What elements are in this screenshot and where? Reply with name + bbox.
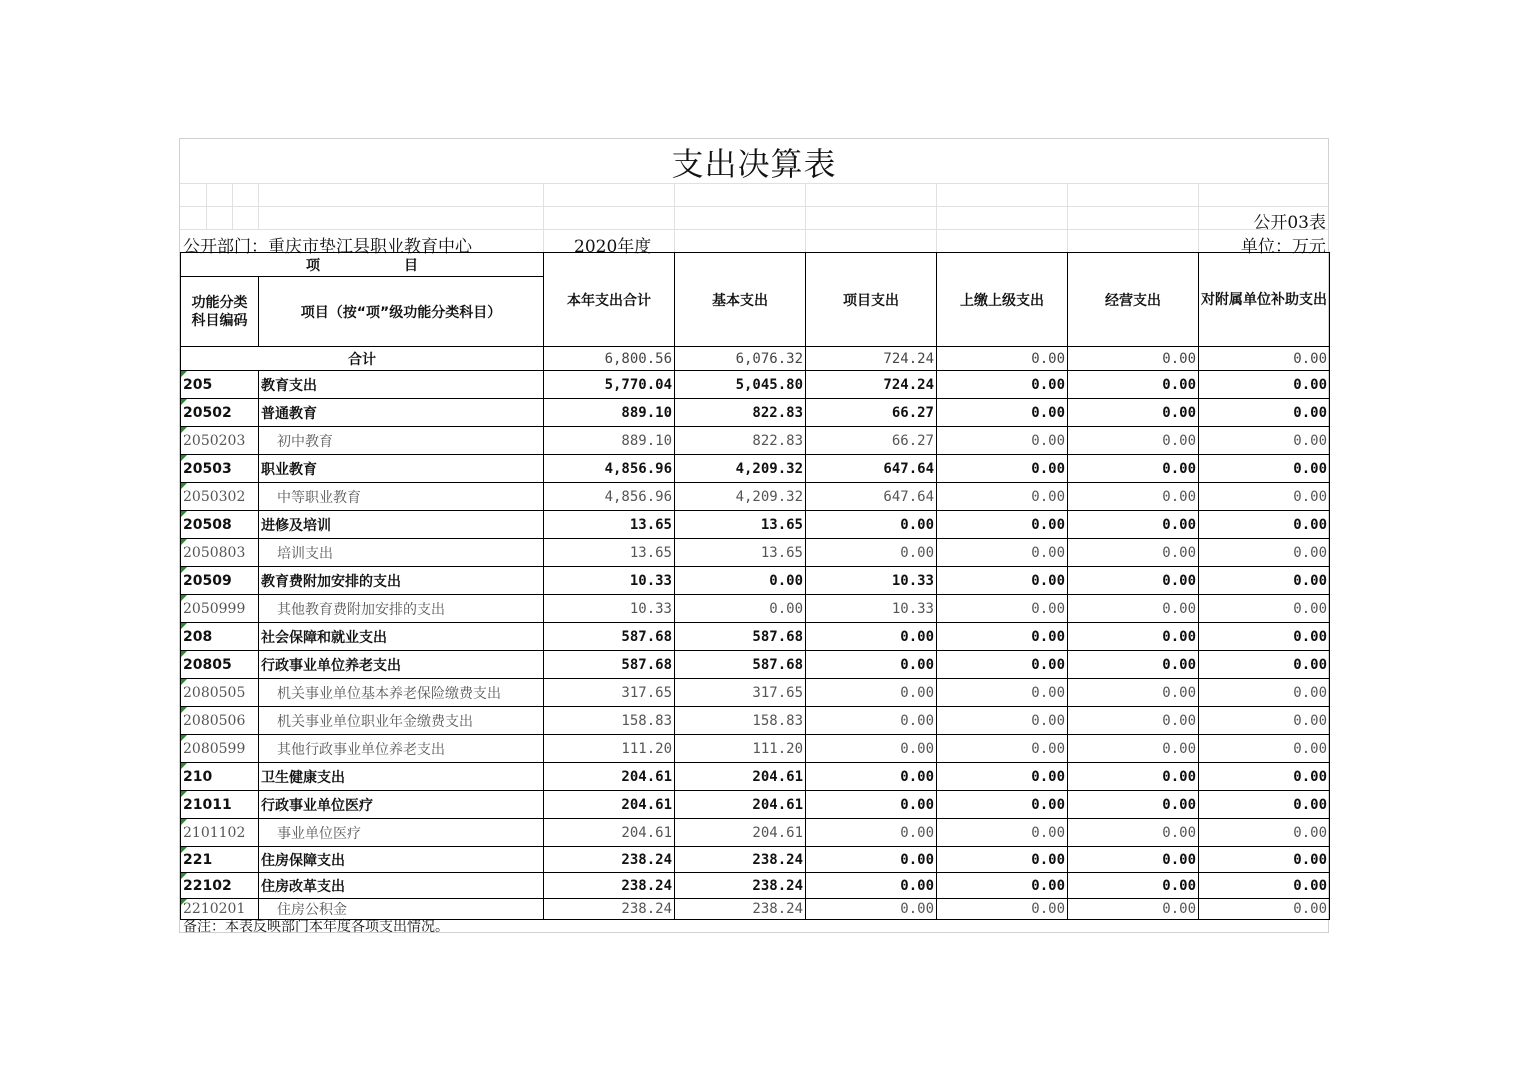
row-value-project: 0.00 [806, 539, 937, 567]
row-value-business: 0.00 [1068, 735, 1199, 763]
row-value-business: 0.00 [1068, 791, 1199, 819]
cell-marker-icon [181, 427, 187, 433]
row-value-project: 0.00 [806, 651, 937, 679]
table-body [181, 347, 1330, 920]
row-value-project: 0.00 [806, 735, 937, 763]
table-row [181, 399, 1330, 427]
row-value-basic: 0.00 [675, 595, 806, 623]
row-value-subsidy: 0.00 [1199, 399, 1330, 427]
row-value-project: 0.00 [806, 623, 937, 651]
gridline [206, 183, 207, 229]
row-value-project: 10.33 [806, 567, 937, 595]
department-label: 公开部门：重庆市垫江县职业教育中心 [183, 237, 472, 257]
row-value-total: 238.24 [544, 873, 675, 899]
row-code-text: 2050302 [183, 488, 246, 505]
row-code-text: 208 [183, 628, 213, 645]
row-value-subsidy: 0.00 [1199, 847, 1330, 873]
row-value-basic: 13.65 [675, 511, 806, 539]
cell-marker-icon [181, 483, 187, 489]
row-name: 社会保障和就业支出 [259, 623, 544, 651]
row-value-project: 10.33 [806, 595, 937, 623]
row-code-text: 2050203 [183, 432, 246, 449]
cell-marker-icon [181, 847, 187, 853]
table-row [181, 763, 1330, 791]
row-value-project: 0.00 [806, 511, 937, 539]
row-name: 教育支出 [259, 371, 544, 399]
row-code [181, 539, 259, 567]
row-value-upper: 0.00 [937, 679, 1068, 707]
row-value-business: 0.00 [1068, 623, 1199, 651]
row-value-basic: 587.68 [675, 651, 806, 679]
header-project: 项目支出 [806, 253, 937, 347]
row-code-text: 2210201 [183, 901, 246, 917]
row-name: 行政事业单位养老支出 [259, 651, 544, 679]
cell-marker-icon [181, 623, 187, 629]
total-cell: 0.00 [1199, 347, 1330, 371]
row-value-subsidy: 0.00 [1199, 679, 1330, 707]
cell-marker-icon [181, 567, 187, 573]
row-code [181, 819, 259, 847]
row-value-subsidy: 0.00 [1199, 595, 1330, 623]
cell-marker-icon [181, 455, 187, 461]
row-value-project: 647.64 [806, 455, 937, 483]
cell-marker-icon [181, 651, 187, 657]
cell-marker-icon [181, 595, 187, 601]
row-value-subsidy: 0.00 [1199, 371, 1330, 399]
form-number: 公开03表 [1253, 213, 1326, 233]
row-code-text: 21011 [183, 796, 232, 813]
header-total: 本年支出合计 [544, 253, 675, 347]
row-value-upper: 0.00 [937, 483, 1068, 511]
row-value-total: 4,856.96 [544, 455, 675, 483]
cell-marker-icon [181, 873, 187, 879]
table-row [181, 791, 1330, 819]
table-row [181, 847, 1330, 873]
header-subsidy: 对附属单位补助支出 [1199, 253, 1330, 347]
row-value-upper: 0.00 [937, 819, 1068, 847]
gridline [180, 206, 1328, 207]
row-value-project: 0.00 [806, 707, 937, 735]
header-basic: 基本支出 [675, 253, 806, 347]
row-value-basic: 317.65 [675, 679, 806, 707]
table-row [181, 651, 1330, 679]
total-cell: 6,800.56 [544, 347, 675, 371]
row-value-subsidy: 0.00 [1199, 483, 1330, 511]
row-name: 初中教育 [259, 427, 544, 455]
table-row [181, 873, 1330, 899]
row-value-business: 0.00 [1068, 679, 1199, 707]
row-name: 住房保障支出 [259, 847, 544, 873]
row-code [181, 427, 259, 455]
row-value-basic: 0.00 [675, 567, 806, 595]
row-value-project: 0.00 [806, 873, 937, 899]
row-name: 普通教育 [259, 399, 544, 427]
expenditure-table [180, 252, 1330, 920]
row-code-text: 210 [183, 768, 213, 785]
row-value-subsidy: 0.00 [1199, 539, 1330, 567]
row-value-total: 111.20 [544, 735, 675, 763]
row-value-business: 0.00 [1068, 455, 1199, 483]
row-value-business: 0.00 [1068, 567, 1199, 595]
row-code [181, 651, 259, 679]
table-row [181, 595, 1330, 623]
row-value-upper: 0.00 [937, 427, 1068, 455]
row-code-text: 20508 [183, 516, 232, 533]
total-cell: 0.00 [1068, 347, 1199, 371]
row-name: 住房公积金 [259, 899, 544, 920]
row-value-upper: 0.00 [937, 651, 1068, 679]
row-value-business: 0.00 [1068, 763, 1199, 791]
row-value-upper: 0.00 [937, 873, 1068, 899]
row-value-business: 0.00 [1068, 707, 1199, 735]
row-value-project: 0.00 [806, 899, 937, 920]
row-value-upper: 0.00 [937, 623, 1068, 651]
row-value-subsidy: 0.00 [1199, 763, 1330, 791]
row-code [181, 791, 259, 819]
row-value-project: 0.00 [806, 819, 937, 847]
row-value-subsidy: 0.00 [1199, 623, 1330, 651]
row-value-business: 0.00 [1068, 847, 1199, 873]
row-value-upper: 0.00 [937, 539, 1068, 567]
total-cell: 0.00 [937, 347, 1068, 371]
sheet-title: 支出决算表 [671, 145, 837, 183]
row-code [181, 399, 259, 427]
cell-marker-icon [181, 819, 187, 825]
fiscal-year: 2020年度 [574, 237, 652, 257]
row-value-project: 0.00 [806, 791, 937, 819]
row-code [181, 763, 259, 791]
row-name: 事业单位医疗 [259, 819, 544, 847]
row-code-text: 2080505 [183, 684, 246, 701]
cell-marker-icon [181, 791, 187, 797]
row-value-total: 4,856.96 [544, 483, 675, 511]
row-value-business: 0.00 [1068, 651, 1199, 679]
row-value-subsidy: 0.00 [1199, 511, 1330, 539]
row-code [181, 735, 259, 763]
table-row [181, 623, 1330, 651]
row-value-upper: 0.00 [937, 847, 1068, 873]
row-code [181, 567, 259, 595]
row-value-basic: 13.65 [675, 539, 806, 567]
row-value-business: 0.00 [1068, 539, 1199, 567]
cell-marker-icon [181, 707, 187, 713]
row-value-business: 0.00 [1068, 399, 1199, 427]
row-name: 中等职业教育 [259, 483, 544, 511]
total-label: 合计 [181, 347, 544, 371]
table-row [181, 427, 1330, 455]
cell-marker-icon [181, 399, 187, 405]
gridline [1198, 183, 1199, 252]
row-code-text: 20503 [183, 460, 232, 477]
row-value-total: 587.68 [544, 651, 675, 679]
row-code [181, 511, 259, 539]
row-value-total: 5,770.04 [544, 371, 675, 399]
row-value-total: 317.65 [544, 679, 675, 707]
row-code-text: 2050803 [183, 544, 246, 561]
gridline [1067, 183, 1068, 252]
row-value-total: 238.24 [544, 899, 675, 920]
row-name: 机关事业单位职业年金缴费支出 [259, 707, 544, 735]
header-name: 项目（按“项”级功能分类科目） [259, 277, 544, 347]
row-value-total: 10.33 [544, 595, 675, 623]
row-code [181, 483, 259, 511]
row-name: 住房改革支出 [259, 873, 544, 899]
table-row [181, 707, 1330, 735]
table-row [181, 539, 1330, 567]
cell-marker-icon [181, 899, 187, 905]
row-value-upper: 0.00 [937, 899, 1068, 920]
row-name: 机关事业单位基本养老保险缴费支出 [259, 679, 544, 707]
row-value-total: 13.65 [544, 539, 675, 567]
row-code [181, 679, 259, 707]
row-value-basic: 822.83 [675, 399, 806, 427]
row-value-total: 10.33 [544, 567, 675, 595]
row-name: 培训支出 [259, 539, 544, 567]
row-code-text: 205 [183, 376, 213, 393]
header-business: 经营支出 [1068, 253, 1199, 347]
row-value-total: 889.10 [544, 399, 675, 427]
row-value-upper: 0.00 [937, 763, 1068, 791]
total-row [181, 347, 1330, 371]
row-value-upper: 0.00 [937, 511, 1068, 539]
row-value-business: 0.00 [1068, 595, 1199, 623]
row-code-text: 221 [183, 851, 213, 868]
row-code-text: 2101102 [183, 824, 246, 841]
gridline [180, 229, 1328, 230]
row-name: 进修及培训 [259, 511, 544, 539]
row-value-basic: 587.68 [675, 623, 806, 651]
row-value-subsidy: 0.00 [1199, 791, 1330, 819]
row-value-business: 0.00 [1068, 873, 1199, 899]
row-name: 职业教育 [259, 455, 544, 483]
row-value-project: 66.27 [806, 427, 937, 455]
row-value-upper: 0.00 [937, 399, 1068, 427]
table-row [181, 819, 1330, 847]
row-value-basic: 204.61 [675, 763, 806, 791]
row-code [181, 371, 259, 399]
row-value-total: 158.83 [544, 707, 675, 735]
row-value-subsidy: 0.00 [1199, 899, 1330, 920]
row-value-basic: 4,209.32 [675, 455, 806, 483]
row-value-business: 0.00 [1068, 819, 1199, 847]
row-value-business: 0.00 [1068, 511, 1199, 539]
table-row [181, 371, 1330, 399]
row-code-text: 22102 [183, 877, 232, 894]
row-value-business: 0.00 [1068, 371, 1199, 399]
table-row [181, 455, 1330, 483]
row-value-subsidy: 0.00 [1199, 651, 1330, 679]
row-value-subsidy: 0.00 [1199, 707, 1330, 735]
table-row [181, 679, 1330, 707]
row-code-text: 20509 [183, 572, 232, 589]
row-name: 行政事业单位医疗 [259, 791, 544, 819]
gridline [258, 183, 259, 229]
row-value-basic: 4,209.32 [675, 483, 806, 511]
cell-marker-icon [181, 735, 187, 741]
row-name: 其他教育费附加安排的支出 [259, 595, 544, 623]
row-value-total: 204.61 [544, 791, 675, 819]
row-value-business: 0.00 [1068, 427, 1199, 455]
cell-marker-icon [181, 371, 187, 377]
cell-marker-icon [181, 763, 187, 769]
row-value-basic: 238.24 [675, 873, 806, 899]
total-cell: 6,076.32 [675, 347, 806, 371]
row-value-basic: 822.83 [675, 427, 806, 455]
row-code-text: 20502 [183, 404, 232, 421]
row-code [181, 847, 259, 873]
row-value-total: 889.10 [544, 427, 675, 455]
unit-label: 单位：万元 [1241, 237, 1326, 257]
row-value-basic: 238.24 [675, 847, 806, 873]
header-code: 功能分类科目编码 [181, 277, 259, 347]
footnote: 备注：本表反映部门本年度各项支出情况。 [183, 919, 449, 935]
row-value-project: 66.27 [806, 399, 937, 427]
gridline [674, 183, 675, 252]
row-value-upper: 0.00 [937, 595, 1068, 623]
row-name: 卫生健康支出 [259, 763, 544, 791]
row-value-subsidy: 0.00 [1199, 427, 1330, 455]
row-value-project: 0.00 [806, 847, 937, 873]
total-cell: 724.24 [806, 347, 937, 371]
row-code-text: 2080506 [183, 712, 246, 729]
row-value-upper: 0.00 [937, 567, 1068, 595]
row-code [181, 873, 259, 899]
row-value-basic: 5,045.80 [675, 371, 806, 399]
gridline [232, 183, 233, 229]
row-value-upper: 0.00 [937, 371, 1068, 399]
row-value-total: 13.65 [544, 511, 675, 539]
row-value-upper: 0.00 [937, 735, 1068, 763]
row-value-basic: 204.61 [675, 819, 806, 847]
row-value-subsidy: 0.00 [1199, 819, 1330, 847]
row-value-upper: 0.00 [937, 707, 1068, 735]
row-code [181, 707, 259, 735]
row-code [181, 623, 259, 651]
row-name: 教育费附加安排的支出 [259, 567, 544, 595]
expenditure-sheet [179, 138, 1329, 933]
row-value-total: 204.61 [544, 819, 675, 847]
row-value-subsidy: 0.00 [1199, 873, 1330, 899]
gridline [543, 183, 544, 252]
row-code-text: 20805 [183, 656, 232, 673]
row-value-basic: 158.83 [675, 707, 806, 735]
row-value-project: 724.24 [806, 371, 937, 399]
gridline [936, 183, 937, 252]
table-row [181, 567, 1330, 595]
row-value-total: 204.61 [544, 763, 675, 791]
row-value-total: 587.68 [544, 623, 675, 651]
row-value-business: 0.00 [1068, 899, 1199, 920]
row-value-basic: 111.20 [675, 735, 806, 763]
row-code-text: 2080599 [183, 740, 246, 757]
header-upper: 上缴上级支出 [937, 253, 1068, 347]
table-row [181, 483, 1330, 511]
row-value-upper: 0.00 [937, 791, 1068, 819]
cell-marker-icon [181, 539, 187, 545]
table-row [181, 511, 1330, 539]
table-row [181, 735, 1330, 763]
row-value-subsidy: 0.00 [1199, 735, 1330, 763]
header-item-group: 项 目 [181, 253, 544, 277]
row-value-upper: 0.00 [937, 455, 1068, 483]
row-value-project: 0.00 [806, 763, 937, 791]
row-code-text: 2050999 [183, 600, 246, 617]
row-value-subsidy: 0.00 [1199, 455, 1330, 483]
row-value-project: 0.00 [806, 679, 937, 707]
row-code [181, 455, 259, 483]
row-code [181, 595, 259, 623]
row-value-project: 647.64 [806, 483, 937, 511]
row-value-basic: 204.61 [675, 791, 806, 819]
row-value-subsidy: 0.00 [1199, 567, 1330, 595]
row-name: 其他行政事业单位养老支出 [259, 735, 544, 763]
row-value-basic: 238.24 [675, 899, 806, 920]
gridline [180, 183, 1328, 184]
gridline [805, 183, 806, 252]
row-value-total: 238.24 [544, 847, 675, 873]
cell-marker-icon [181, 679, 187, 685]
cell-marker-icon [181, 511, 187, 517]
row-value-business: 0.00 [1068, 483, 1199, 511]
